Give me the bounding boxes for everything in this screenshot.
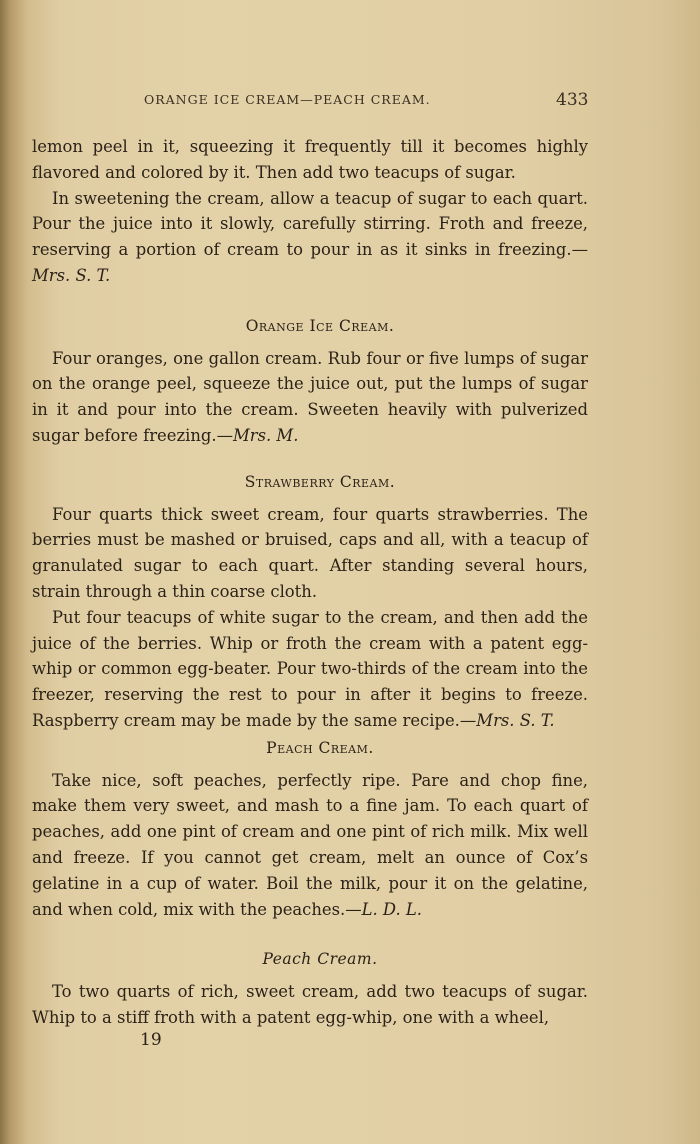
recipe-heading-peach-cream-italic: Peach Cream. bbox=[262, 950, 378, 969]
page-body bbox=[32, 134, 588, 1031]
attribution: Mrs. S. T. bbox=[32, 265, 111, 285]
recipe-paragraph bbox=[32, 346, 588, 449]
paragraph-text: Take nice, soft peaches, perfectly ripe. Pare and chop fine, make them very sweet, and mash to a fine jam. To each quart of peaches, add one pint of cream and one pint of rich milk. Mix well and freeze. If you cannot get cream, melt an ounce of Cox’s gelatine in a cup of water. Boil the milk, pour it on the gelatine, and when cold, mix with the peaches.— bbox=[32, 770, 588, 919]
paragraph-text: Four oranges, one gallon cream. Rub four or five lumps of sugar on the orange peel, squeeze the juice out, put the lumps of sugar in it and pour into the cream. Sweeten heavily with pulverized sugar before freezing.— bbox=[32, 348, 588, 445]
paragraph-text: In sweetening the cream, allow a teacup of sugar to each quart. Pour the juice into it slowly, carefully stirring. Froth and freeze, reserving a portion of cream to pour in as it sinks in freezing.— bbox=[32, 188, 588, 260]
recipe-paragraph: Four quarts thick sweet cream, four quarts strawberries. The berries must be mashed or bruised, caps and all, with a teacup of granulated sugar to each quart. After standing several hours, strain through a thin coarse cloth. bbox=[32, 504, 588, 601]
recipe-paragraph: To two quarts of rich, sweet cream, add two teacups of sugar. Whip to a stiff froth with a patent egg-whip, one with a wheel, bbox=[32, 982, 588, 1027]
signature-mark: 19 bbox=[140, 1030, 162, 1050]
running-title: ORANGE ICE CREAM—PEACH CREAM. bbox=[144, 92, 431, 107]
attribution: Mrs. S. T. bbox=[476, 710, 555, 730]
recipe-heading-peach-cream: Peach Cream. bbox=[266, 738, 374, 757]
page-number: 433 bbox=[556, 90, 589, 110]
recipe-heading-strawberry-cream: Strawberry Cream. bbox=[244, 472, 396, 491]
continued-paragraph-2 bbox=[32, 186, 588, 289]
recipe-heading-orange-ice-cream: Orange Ice Cream. bbox=[245, 316, 395, 335]
recipe-paragraph bbox=[32, 768, 588, 923]
attribution: L. D. L. bbox=[361, 899, 423, 919]
recipe-paragraph bbox=[32, 605, 588, 734]
attribution: Mrs. M. bbox=[232, 425, 299, 445]
continued-paragraph: lemon peel in it, squeezing it frequently till it becomes highly flavored and colored by it. Then add two teacups of sugar. bbox=[32, 137, 588, 182]
paragraph-text: Put four teacups of white sugar to the cream, and then add the juice of the berries. Whip or froth the cream with a patent egg-whip or common egg-beater. Pour two-thirds of the cream into the freezer, reserving the rest to pour in after it begins to freeze. Raspberry cream may be made by the same recipe.— bbox=[32, 607, 588, 730]
